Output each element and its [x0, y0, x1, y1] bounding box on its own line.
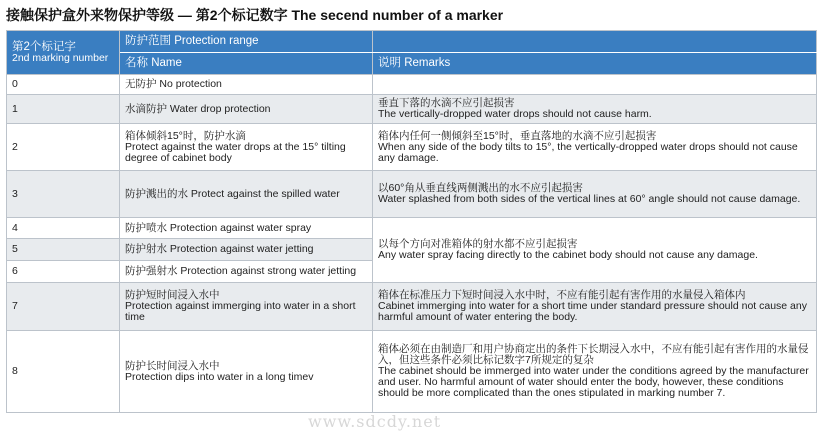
protection-table — [6, 30, 817, 413]
name-en: Protection against immerging into water in a short time — [125, 300, 356, 323]
table-row — [7, 218, 817, 239]
name-cn: 防护短时间浸入水中 — [125, 289, 220, 301]
remark-cn: 垂直下落的水滴不应引起损害 — [378, 97, 515, 109]
name-cn: 防护长时间浸入水中 — [125, 359, 220, 372]
row-number: 4 — [7, 218, 120, 239]
remark-en: Any water spray facing directly to the cabinet body should not cause any damage. — [378, 249, 758, 261]
row-remark — [373, 75, 817, 95]
row-name: 防护射水 Protection against water jetting — [120, 239, 373, 261]
header-blank — [373, 31, 817, 53]
row-remark — [373, 171, 817, 218]
row-number: 6 — [7, 261, 120, 283]
remark-cn: 箱体在标准压力下短时间浸入水中时，不应有能引起有害作用的水量侵入箱体内 — [378, 289, 746, 301]
table-row — [7, 124, 817, 171]
name-cn: 箱体倾斜15°时，防护水滴 — [125, 129, 246, 142]
row-name — [120, 283, 373, 331]
row-number: 3 — [7, 171, 120, 218]
row-name: 水滴防护 Water drop protection — [120, 95, 373, 124]
row-remark — [373, 283, 817, 331]
remark-en: Cabinet immerging into water for a short time under standard pressure should not cause any harmful amount of water entering the body. — [378, 300, 807, 323]
row-name: 防护溅出的水 Protect against the spilled water — [120, 171, 373, 218]
row-number: 0 — [7, 75, 120, 95]
header-name: 名称 Name — [120, 53, 373, 75]
row-name: 无防护 No protection — [120, 75, 373, 95]
page-title: 接触保护盒外来物保护等级 — 第2个标记数字 The secend number of a marker — [6, 7, 504, 23]
table-row — [7, 171, 817, 218]
row-number: 8 — [7, 331, 120, 413]
header-marking-number-en: 2nd marking number — [12, 51, 109, 64]
row-name — [120, 124, 373, 171]
header-marking-number-cn: 第2个标记字 — [12, 40, 76, 53]
row-number: 7 — [7, 283, 120, 331]
remark-en: Water splashed from both sides of the vertical lines at 60° angle should not cause damage. — [378, 193, 801, 205]
remark-cn: 以每个方向对准箱体的射水都不应引起损害 — [378, 238, 578, 250]
row-number: 1 — [7, 95, 120, 124]
row-name: 防护强射水 Protection against strong water jetting — [120, 261, 373, 283]
remark-en: When any side of the body tilts to 15°, the vertically-dropped water drops should not cause any damage. — [378, 140, 798, 164]
header-remarks: 说明 Remarks — [373, 53, 817, 75]
table-row — [7, 75, 817, 95]
row-remark — [373, 95, 817, 124]
header-marking-number — [7, 31, 120, 75]
row-remark-merged — [373, 218, 817, 283]
name-en: Protect against the water drops at the 15° tilting degree of cabinet body — [125, 140, 346, 164]
row-number: 2 — [7, 124, 120, 171]
watermark: www.sdcdy.net — [308, 412, 442, 431]
remark-cn: 以60°角从垂直线两侧溅出的水不应引起损害 — [378, 182, 583, 194]
table-row — [7, 283, 817, 331]
name-en: Protection dips into water in a long timev — [125, 370, 314, 383]
remark-en: The vertically-dropped water drops should not cause harm. — [378, 108, 652, 120]
row-remark — [373, 331, 817, 413]
remark-cn: 箱体必须在由制造厂和用户协商定出的条件下长期浸入水中，不应有能引起有害作用的水量侵入，但这些条件必须比标记数字7所规定的复杂 — [378, 343, 809, 366]
table-row — [7, 331, 817, 413]
remark-cn: 箱体内任何一侧倾斜至15°时，垂直落地的水滴不应引起损害 — [378, 129, 657, 142]
row-name: 防护喷水 Protection against water spray — [120, 218, 373, 239]
row-name — [120, 331, 373, 413]
row-remark — [373, 124, 817, 171]
table-row — [7, 95, 817, 124]
remark-en: The cabinet should be immerged into water under the conditions agreed by the manufacturer and user. No harmful amount of water should enter the body, however, these conditions should be more complicated than the ones stipulated in marking number 7. — [378, 365, 809, 399]
header-protection-range: 防护范围 Protection range — [120, 31, 373, 53]
row-number: 5 — [7, 239, 120, 261]
